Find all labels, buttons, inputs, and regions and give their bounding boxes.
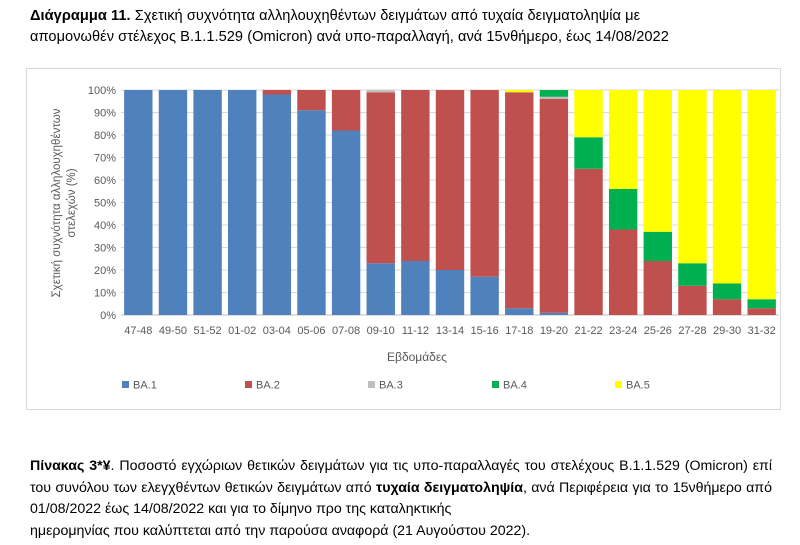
x-tick-label: 17-18 — [505, 325, 534, 337]
figure-caption — [30, 6, 775, 48]
bar-ba2-27-28 — [678, 286, 706, 315]
x-tick-label: 03-04 — [262, 325, 291, 337]
legend-swatch-ba1 — [122, 381, 129, 388]
bar-ba1-47-48 — [124, 90, 152, 315]
bar-ba2-03-04 — [263, 90, 291, 95]
x-tick-label: 09-10 — [366, 325, 395, 337]
bar-ba3-09-10 — [367, 90, 395, 92]
y-tick-label: 70% — [93, 152, 116, 165]
bar-ba2-13-14 — [436, 90, 464, 270]
bar-ba2-05-06 — [297, 90, 325, 110]
bar-ba2-23-24 — [609, 230, 637, 316]
y-tick-label: 60% — [93, 175, 116, 187]
x-tick-label: 29-30 — [712, 325, 742, 337]
bar-ba1-03-04 — [263, 95, 291, 316]
y-tick-label: 30% — [93, 242, 116, 255]
legend-swatch-ba3 — [368, 381, 375, 388]
x-tick-label: 01-02 — [228, 325, 257, 337]
bar-ba4-19-20 — [540, 90, 568, 97]
bar-ba2-29-30 — [713, 299, 741, 315]
bar-ba1-11-12 — [401, 261, 429, 315]
bar-ba2-07-08 — [332, 90, 360, 131]
bar-ba1-51-52 — [193, 90, 221, 315]
x-tick-label: 15-16 — [470, 325, 499, 337]
bar-ba4-31-32 — [747, 299, 775, 308]
bar-ba1-09-10 — [367, 263, 395, 315]
bar-ba5-27-28 — [678, 90, 706, 263]
table-caption-last-line: ημερομηνίας που καλύπτεται από την παρούσα αναφορά (21 Αυγούστου 2022). — [30, 522, 531, 539]
bar-ba2-15-16 — [470, 90, 498, 277]
bar-ba3-19-20 — [540, 97, 568, 99]
x-tick-label: 05-06 — [297, 325, 326, 337]
bar-ba4-23-24 — [609, 189, 637, 230]
table-caption — [30, 456, 772, 542]
legend-label-ba4: BA.4 — [503, 379, 527, 392]
y-tick-label: 90% — [93, 107, 116, 120]
y-tick-label: 40% — [93, 220, 116, 232]
table-caption-text-1: . Ποσοστό εγχώριων θετικών δειγμάτων για τις υπο-παραλλαγές του στελέχους B.1.1.529 (Omicron) επί του συνόλου των ελεγχθέντων θετικών δειγμάτων από — [30, 458, 772, 496]
bar-ba2-09-10 — [367, 92, 395, 263]
y-axis-label-line2: στελεχών (%) — [66, 168, 78, 238]
bar-ba1-49-50 — [159, 90, 187, 315]
y-tick-label: 20% — [93, 265, 116, 277]
bar-ba2-21-22 — [574, 169, 602, 315]
bar-ba5-29-30 — [713, 90, 741, 284]
bar-ba4-25-26 — [644, 232, 672, 261]
legend-swatch-ba4 — [492, 381, 499, 388]
figure-caption-text-1: Σχετική συχνότητα αλληλουχηθέντων δειγμάτων από τυχαία δειγματοληψία με — [134, 8, 641, 24]
bar-ba1-19-20 — [540, 313, 568, 315]
bar-ba2-11-12 — [401, 90, 429, 261]
x-tick-label: 23-24 — [609, 325, 638, 337]
x-tick-label: 27-28 — [678, 325, 707, 337]
bar-ba5-21-22 — [574, 90, 602, 137]
bar-ba4-29-30 — [713, 284, 741, 300]
x-tick-label: 13-14 — [435, 325, 465, 337]
bar-ba1-15-16 — [470, 277, 498, 315]
bar-ba5-25-26 — [644, 90, 672, 232]
y-tick-label: 50% — [93, 197, 116, 210]
y-tick-label: 10% — [93, 287, 116, 300]
figure-caption-text-2: απομονωθέν στέλεχος B.1.1.529 (Omicron) ανά υπο-παραλλαγή, ανά 15νθήμερο, έως 14/08/2022 — [30, 29, 669, 45]
stacked-bar-chart — [27, 69, 782, 411]
bar-ba1-07-08 — [332, 131, 360, 316]
x-tick-label: 19-20 — [539, 325, 568, 337]
figure-caption-label: Διάγραμμα 11. — [30, 8, 131, 24]
bar-ba4-27-28 — [678, 263, 706, 286]
legend-swatch-ba5 — [615, 381, 622, 388]
bar-ba1-05-06 — [297, 110, 325, 315]
y-axis-label-line1: Σχετική συχνότητα αλληλουχηθέντων — [51, 108, 63, 298]
bar-ba2-19-20 — [540, 99, 568, 313]
bar-ba5-23-24 — [609, 90, 637, 189]
y-tick-labels — [88, 85, 116, 322]
legend-label-ba5: BA.5 — [626, 379, 650, 392]
x-tick-label: 51-52 — [193, 325, 222, 337]
legend-label-ba3: BA.3 — [379, 379, 403, 392]
legend-swatch-ba2 — [245, 381, 252, 388]
bar-ba1-17-18 — [505, 308, 533, 315]
chart-frame — [26, 68, 781, 410]
legend-label-ba1: BA.1 — [133, 379, 157, 392]
x-tick-label: 07-08 — [332, 325, 361, 337]
x-tick-label: 11-12 — [401, 325, 430, 337]
table-caption-bold: τυχαία δειγματοληψία — [375, 479, 523, 496]
x-axis-label: Εβδομάδες — [387, 350, 447, 364]
legend-label-ba2: BA.2 — [256, 379, 280, 392]
bar-ba2-25-26 — [644, 261, 672, 315]
table-caption-label: Πίνακας 3*¥ — [30, 458, 111, 474]
x-tick-label: 47-48 — [124, 325, 153, 337]
y-tick-label: 100% — [87, 85, 116, 97]
y-tick-label: 0% — [100, 310, 116, 322]
bar-ba1-13-14 — [436, 270, 464, 315]
bar-ba5-31-32 — [747, 90, 775, 299]
x-tick-label: 49-50 — [158, 325, 188, 337]
x-tick-label: 21-22 — [574, 325, 603, 337]
x-tick-label: 25-26 — [643, 325, 672, 337]
table-caption-text-2: , ανά Περιφέρεια για το 15νθήμερο από 01/08/2022 έως 14/08/2022 και για το δίμηνο προ της καταληκτικής — [30, 479, 772, 517]
bar-ba5-17-18 — [505, 90, 533, 92]
bar-ba2-31-32 — [747, 308, 775, 315]
bar-ba1-01-02 — [228, 90, 256, 315]
x-tick-labels — [124, 325, 776, 337]
x-tick-label: 31-32 — [747, 325, 776, 337]
legend — [122, 380, 650, 392]
bar-ba4-21-22 — [574, 137, 602, 169]
y-tick-label: 80% — [93, 130, 116, 142]
bar-ba2-17-18 — [505, 92, 533, 308]
